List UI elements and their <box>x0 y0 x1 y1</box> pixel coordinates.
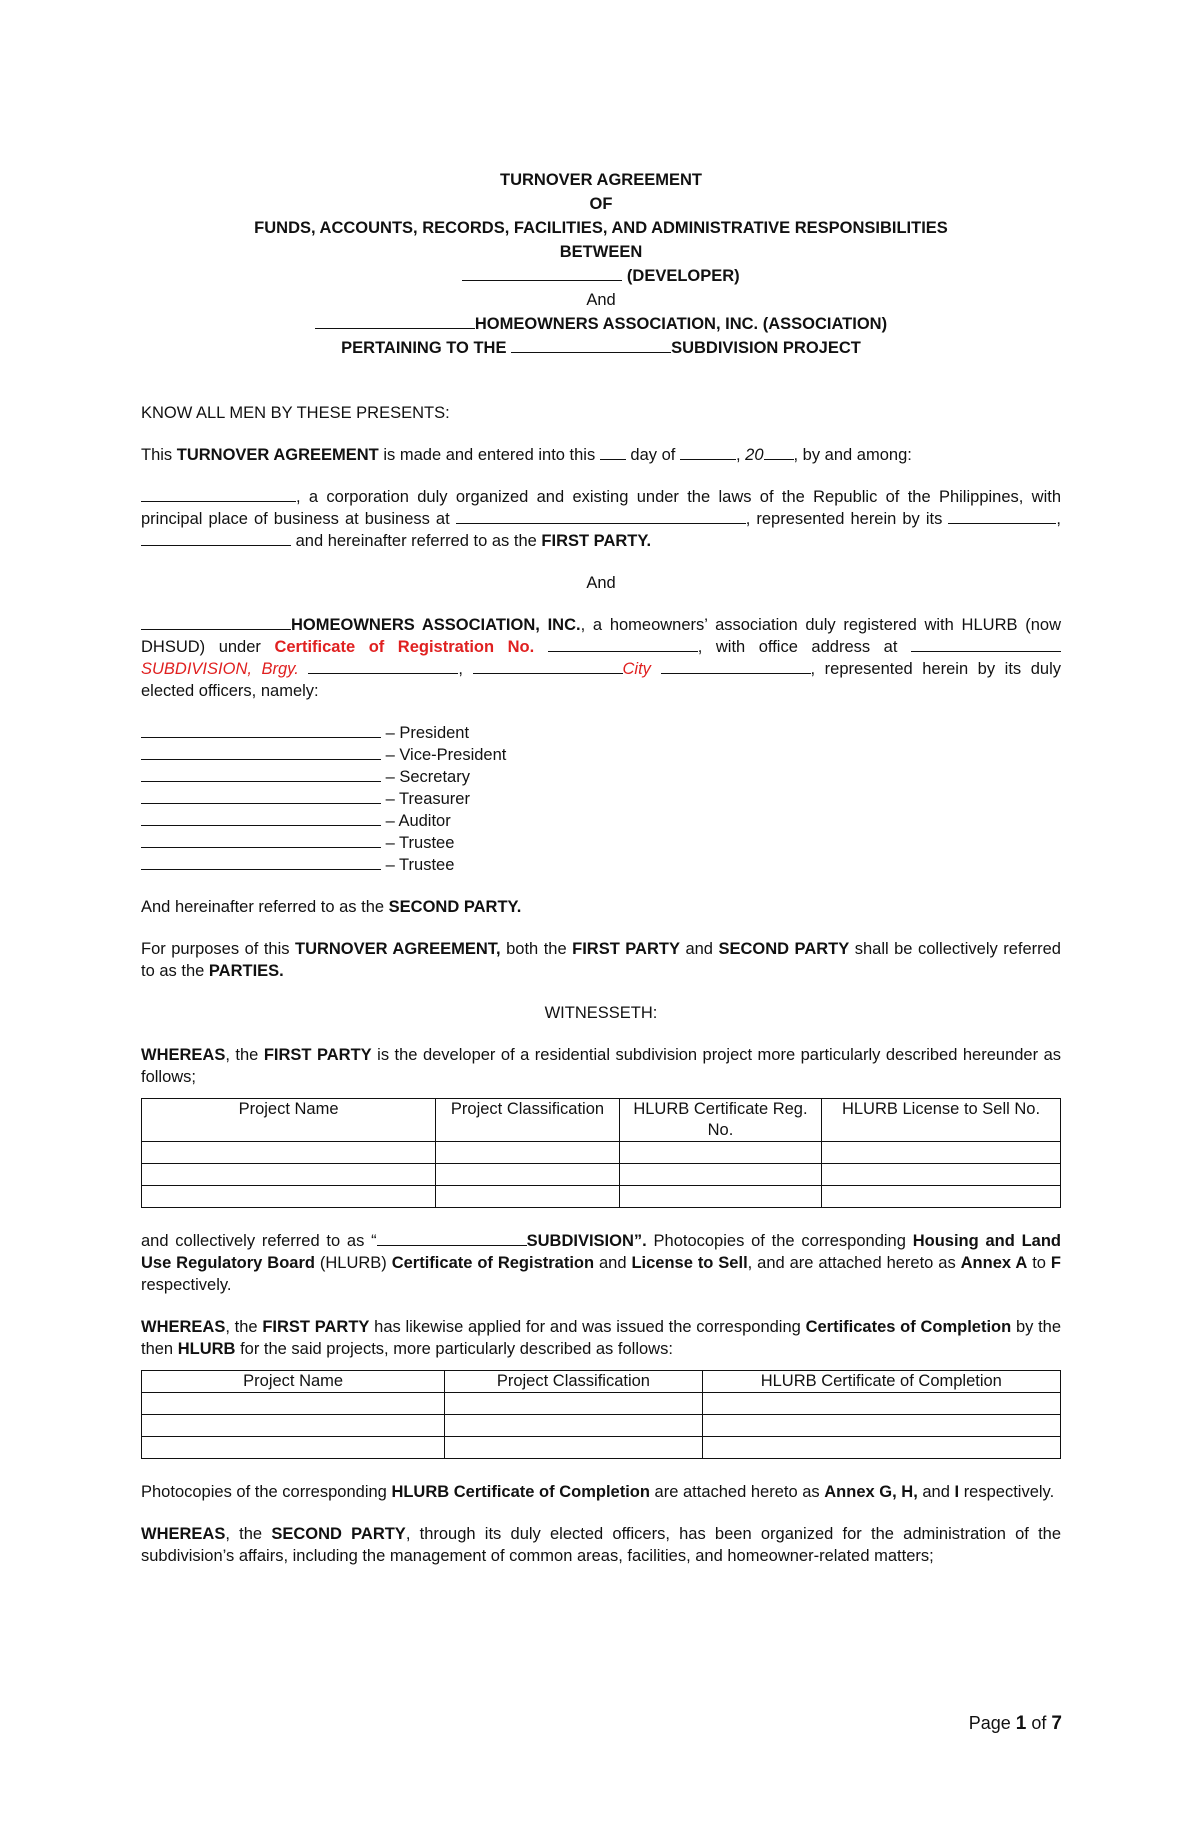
table-cell[interactable] <box>142 1437 445 1459</box>
table-cell[interactable] <box>822 1164 1061 1186</box>
officer-row: – Trustee <box>141 854 1061 876</box>
developer-blank[interactable] <box>462 265 622 281</box>
table-row <box>142 1437 1061 1459</box>
table-header: Project Name <box>142 1371 445 1393</box>
representative-title-blank[interactable] <box>948 508 1056 524</box>
title-and: And <box>586 291 616 309</box>
officer-row: – Treasurer <box>141 788 1061 810</box>
officer-blank[interactable] <box>141 788 381 804</box>
business-address-blank[interactable] <box>456 508 746 524</box>
table-header: Project Classification <box>436 1099 620 1142</box>
table-cell[interactable] <box>436 1164 620 1186</box>
parties-definition: For purposes of this TURNOVER AGREEMENT, both the FIRST PARTY and SECOND PARTY shall be collectively referred to as the PARTIES. <box>141 940 1061 980</box>
city-name-blank[interactable] <box>473 658 623 674</box>
whereas-developer: WHEREAS, the FIRST PARTY is the developer of a residential subdivision project more particularly described hereunder as follows; <box>141 1046 1062 1086</box>
table-cell[interactable] <box>619 1142 821 1164</box>
hoa-name-blank[interactable] <box>141 614 291 630</box>
title-line: FUNDS, ACCOUNTS, RECORDS, FACILITIES, AND ADMINISTRATIVE RESPONSIBILITIES <box>254 219 948 237</box>
first-party-paragraph: , a corporation duly organized and existing under the laws of the Republic of the Philippines, with principal place of business at business at , represented herein by its , and hereinafter referred to as the FIRST PARTY. <box>141 488 1061 550</box>
table-row <box>142 1142 1061 1164</box>
table-cell[interactable] <box>445 1415 702 1437</box>
table-header: Project Name <box>142 1099 436 1142</box>
table-row <box>142 1186 1061 1208</box>
brgy-blank[interactable] <box>308 658 458 674</box>
association-blank[interactable] <box>315 313 475 329</box>
second-party-definition: And hereinafter referred to as the SECOND PARTY. <box>141 898 522 916</box>
table-header: Project Classification <box>445 1371 702 1393</box>
table-cell[interactable] <box>142 1164 436 1186</box>
document-title <box>141 168 1061 360</box>
title-line: TURNOVER AGREEMENT <box>500 171 702 189</box>
pertaining-line: PERTAINING TO THE SUBDIVISION PROJECT <box>341 339 861 357</box>
table-cell[interactable] <box>142 1142 436 1164</box>
whereas-association: WHEREAS, the SECOND PARTY, through its duly elected officers, has been organized for the administration of the subdivision’s affairs, including the management of common areas, facilities, and homeowner-related matters; <box>141 1525 1062 1565</box>
table-cell[interactable] <box>445 1437 702 1459</box>
document-page <box>141 168 1061 1567</box>
completion-table <box>141 1370 1061 1459</box>
officer-blank[interactable] <box>141 744 381 760</box>
second-party-paragraph: HOMEOWNERS ASSOCIATION, INC., a homeowners’ association duly registered with HLURB (now DHSUD) under Certificate of Registration No. , with office address at SUBDIVISION, Brgy. , City , represented herein by its duly elected officers, namely: <box>141 616 1061 700</box>
representative-name-blank[interactable] <box>141 530 291 546</box>
officer-row: – Auditor <box>141 810 1061 832</box>
table-cell[interactable] <box>436 1186 620 1208</box>
table-header: HLURB Certificate Reg. No. <box>619 1099 821 1142</box>
project-registration-table <box>141 1098 1061 1208</box>
witnesseth-heading: WITNESSETH: <box>544 1004 658 1022</box>
table-cell[interactable] <box>822 1142 1061 1164</box>
table-cell[interactable] <box>445 1393 702 1415</box>
officer-blank[interactable] <box>141 722 381 738</box>
table-header-row <box>142 1099 1061 1142</box>
officer-row: – Secretary <box>141 766 1061 788</box>
table-header: HLURB License to Sell No. <box>822 1099 1061 1142</box>
officer-blank[interactable] <box>141 766 381 782</box>
table-cell[interactable] <box>702 1437 1060 1459</box>
table-header: HLURB Certificate of Completion <box>702 1371 1060 1393</box>
officer-blank[interactable] <box>141 832 381 848</box>
table-row <box>142 1415 1061 1437</box>
subdivision-name-blank[interactable] <box>377 1230 527 1246</box>
officer-row: – Trustee <box>141 832 1061 854</box>
intro-paragraph: This TURNOVER AGREEMENT is made and entered into this day of , 20 , by and among: <box>141 446 912 464</box>
collectively-paragraph: and collectively referred to as “ SUBDIVISION”. Photocopies of the corresponding Housing and Land Use Regulatory Board (HLURB) Certificate of Registration and License to Sell, and are attached hereto as Annex A to F respectively. <box>141 1232 1061 1294</box>
table-cell[interactable] <box>822 1186 1061 1208</box>
officers-list <box>141 722 1061 876</box>
year-blank[interactable] <box>764 444 794 460</box>
table-cell[interactable] <box>702 1393 1060 1415</box>
officer-blank[interactable] <box>141 810 381 826</box>
table-cell[interactable] <box>619 1164 821 1186</box>
and-separator: And <box>586 574 616 592</box>
province-blank[interactable] <box>661 658 811 674</box>
association-line: HOMEOWNERS ASSOCIATION, INC. (ASSOCIATION) <box>141 312 1061 336</box>
table-header-row <box>142 1371 1061 1393</box>
table-cell[interactable] <box>436 1142 620 1164</box>
table-cell[interactable] <box>142 1186 436 1208</box>
officer-blank[interactable] <box>141 854 381 870</box>
table-cell[interactable] <box>142 1415 445 1437</box>
table-row <box>142 1393 1061 1415</box>
project-blank[interactable] <box>511 337 671 353</box>
table-row <box>142 1164 1061 1186</box>
subdivision-blank[interactable] <box>911 636 1061 652</box>
table-cell[interactable] <box>619 1186 821 1208</box>
table-cell[interactable] <box>702 1415 1060 1437</box>
officer-row: – President <box>141 722 1061 744</box>
developer-line: (DEVELOPER) <box>141 264 1061 288</box>
registration-no-blank[interactable] <box>548 636 698 652</box>
developer-name-blank[interactable] <box>141 486 296 502</box>
day-blank[interactable] <box>600 444 626 460</box>
page-number: Page 1 of 7 <box>968 1713 1062 1734</box>
officer-row: – Vice-President <box>141 744 1061 766</box>
photocopies-paragraph: Photocopies of the corresponding HLURB Certificate of Completion are attached hereto as Annex G, H, and I respectively. <box>141 1483 1055 1501</box>
month-blank[interactable] <box>680 444 736 460</box>
title-line: BETWEEN <box>559 243 643 261</box>
know-all-men: KNOW ALL MEN BY THESE PRESENTS: <box>141 404 450 422</box>
table-cell[interactable] <box>142 1393 445 1415</box>
title-line: OF <box>589 195 613 213</box>
whereas-completion: WHEREAS, the FIRST PARTY has likewise applied for and was issued the corresponding Certificates of Completion by the then HLURB for the said projects, more particularly described as follows: <box>141 1318 1062 1358</box>
